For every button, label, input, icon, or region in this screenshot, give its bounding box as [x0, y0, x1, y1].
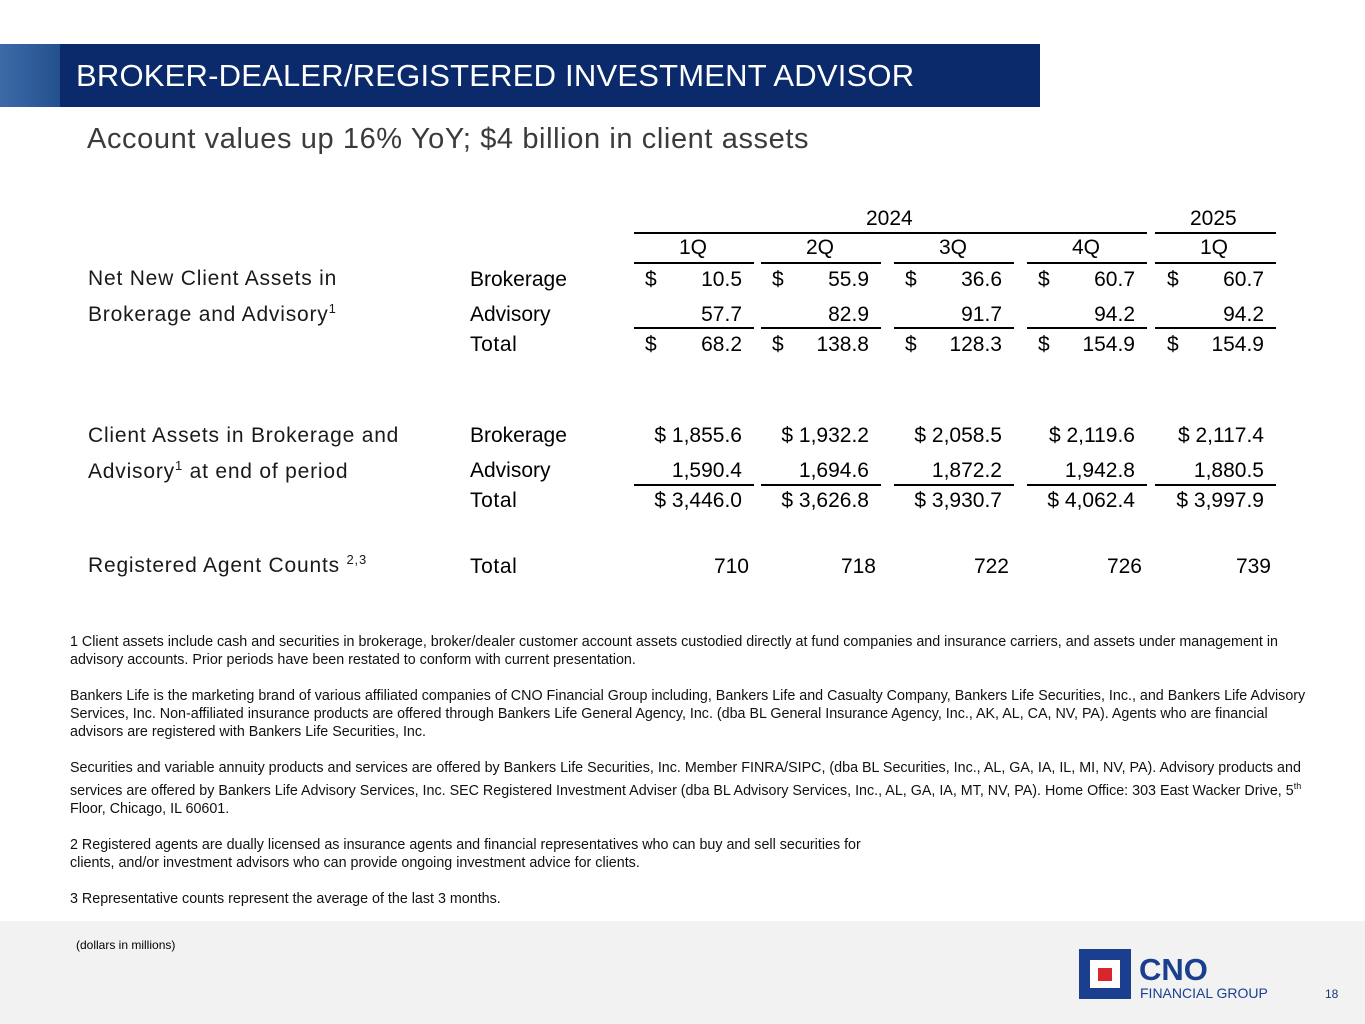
section-label: Registered Agent Counts $^{2,3}$: [88, 552, 367, 577]
row-label: Total: [470, 555, 518, 578]
quarter-header: 2Q: [806, 236, 835, 259]
quarter-header: 1Q: [679, 236, 708, 259]
rule-q: [894, 262, 1014, 264]
subtotal-rule: [894, 484, 1014, 486]
footnotes: [70, 633, 1310, 926]
table-cell: 68.2: [701, 333, 742, 356]
table-cell: 60.7: [1223, 268, 1264, 291]
subtotal-rule: [761, 327, 881, 329]
subtotal-rule: [634, 327, 754, 329]
quarter-header: 4Q: [1072, 236, 1101, 259]
footnote-1: 1 Client assets include cash and securities in brokerage, broker/dealer customer account assets custodied directly at fund companies and insurance carriers, and assets under management in advisory accounts. Prior periods have been restated to conform with current presentation.: [70, 634, 1278, 668]
table-cell: 710: [713, 555, 749, 578]
rule-q: [1155, 262, 1276, 264]
dollar-sign: $: [1038, 268, 1050, 291]
footnote-securities: Securities and variable annuity products and services are offered by Bankers Life Securities, Inc. Member FINRA/SIPC, (dba BL Securities, Inc., AL, GA, IA, IL, MI, NV, PA). Advisory products and services are offered by Bankers Life Advisory Services, Inc. SEC Registered Investment Adviser (dba BL Advisory Services, Inc., AL, GA, IA, MT, NV, PA). Home Office: 303 East Wacker Drive, 5th Floor, Chicago, IL 60601.: [70, 760, 1302, 817]
footnote-brand: Bankers Life is the marketing brand of various affiliated companies of CNO Financial Group including, Bankers Life and Casualty Company, Bankers Life Securities, Inc., and Bankers Life Advisory Services, Inc. Non-affiliated insurance products are offered through Bankers Life General Agency, Inc. (dba BL General Insurance Agency, Inc., AK, AL, CA, NV, PA). Agents who are financial advisors are registered with Bankers Life Securities, Inc.: [70, 688, 1306, 740]
row-label: Total: [470, 333, 518, 356]
section-label: Client Assets in Brokerage and: [88, 424, 400, 447]
rule-q: [634, 262, 754, 264]
dollar-sign: $: [1167, 333, 1179, 356]
table-cell: 36.6: [961, 268, 1002, 291]
row-label: Advisory: [470, 303, 551, 326]
row-label: Brokerage: [470, 424, 567, 447]
units-note: (dollars in millions): [76, 938, 176, 952]
subtotal-rule: [1027, 327, 1147, 329]
table-cell: 128.3: [949, 333, 1002, 356]
cno-logo: [1079, 947, 1289, 1001]
table-cell: $ 4,062.4: [1047, 489, 1135, 512]
dollar-sign: $: [645, 333, 657, 356]
footer: [0, 921, 1365, 1024]
table-cell: 82.9: [828, 303, 869, 326]
table-cell: 91.7: [961, 303, 1002, 326]
table-cell: 722: [973, 555, 1009, 578]
dollar-sign: $: [772, 333, 784, 356]
table-cell: 1,880.5: [1193, 459, 1264, 482]
section-label: Net New Client Assets in: [88, 267, 338, 290]
table-cell: 94.2: [1223, 303, 1264, 326]
subtotal-rule: [634, 484, 754, 486]
dollar-sign: $: [1167, 268, 1179, 291]
page-number: 18: [1325, 987, 1339, 1001]
rule-2025: [1155, 232, 1276, 234]
table-cell: 10.5: [701, 268, 742, 291]
table-cell: $ 2,119.6: [1048, 424, 1135, 447]
table-cell: 57.7: [701, 303, 742, 326]
table-cell: 726: [1106, 555, 1142, 578]
page-title: BROKER-DEALER/REGISTERED INVESTMENT ADVISOR: [76, 58, 915, 93]
row-label: Total: [470, 489, 518, 512]
section-label: Advisory$^1$ at end of period: [88, 458, 349, 483]
table-cell: 154.9: [1082, 333, 1135, 356]
rule-q: [1027, 262, 1147, 264]
dollar-sign: $: [905, 268, 917, 291]
table-cell: 739: [1235, 555, 1271, 578]
title-bar: [0, 44, 1040, 107]
table-cell: $ 1,855.6: [654, 424, 742, 447]
dollar-sign: $: [1038, 333, 1050, 356]
subtotal-rule: [1027, 484, 1147, 486]
page-subtitle: Account values up 16% YoY; $4 billion in client assets: [87, 123, 810, 155]
row-label: Advisory: [470, 459, 551, 482]
footnote-3: 3 Representative counts represent the average of the last 3 months.: [70, 890, 501, 907]
subtotal-rule: [894, 327, 1014, 329]
table-cell: 154.9: [1211, 333, 1264, 356]
footnote-2: 2 Registered agents are dually licensed as insurance agents and financial representatives who can buy and sell securities for clients, and/or investment advisors who can provide ongoing investment advice for clients.: [70, 836, 861, 871]
table-cell: 1,942.8: [1064, 459, 1135, 482]
table-cell: 1,872.2: [931, 459, 1002, 482]
table-cell: $ 2,058.5: [914, 424, 1002, 447]
table-cell: $ 3,930.7: [914, 489, 1002, 512]
table-cell: $ 3,446.0: [654, 489, 742, 512]
table-cell: 55.9: [828, 268, 869, 291]
dollar-sign: $: [645, 268, 657, 291]
table-cell: 60.7: [1094, 268, 1135, 291]
dollar-sign: $: [905, 333, 917, 356]
table-cell: 138.8: [816, 333, 869, 356]
subtotal-rule: [761, 484, 881, 486]
rule-2024: [634, 232, 1147, 234]
subtotal-rule: [1155, 327, 1276, 329]
subtotal-rule: [1155, 484, 1276, 486]
year-2024: 2024: [866, 207, 913, 230]
quarter-header: 1Q: [1200, 236, 1229, 259]
table-cell: 1,694.6: [798, 459, 869, 482]
title-accent-block: [0, 44, 60, 107]
row-label: Brokerage: [470, 268, 567, 291]
year-2025: 2025: [1190, 207, 1237, 230]
table-cell: $ 2,117.4: [1177, 424, 1264, 447]
logo-subtext: FINANCIAL GROUP: [1140, 985, 1268, 1001]
table-cell: 1,590.4: [671, 459, 742, 482]
table-cell: $ 1,932.2: [781, 424, 869, 447]
dollar-sign: $: [772, 268, 784, 291]
section-label: Brokerage and Advisory$^1$: [88, 301, 337, 326]
logo-mark-center: [1098, 968, 1112, 981]
quarter-header: 3Q: [939, 236, 968, 259]
rule-q: [761, 262, 881, 264]
table-cell: $ 3,997.9: [1176, 489, 1264, 512]
table-cell: $ 3,626.8: [781, 489, 869, 512]
table-cell: 94.2: [1094, 303, 1135, 326]
logo-text: CNO: [1139, 952, 1208, 987]
table-cell: 718: [840, 555, 876, 578]
